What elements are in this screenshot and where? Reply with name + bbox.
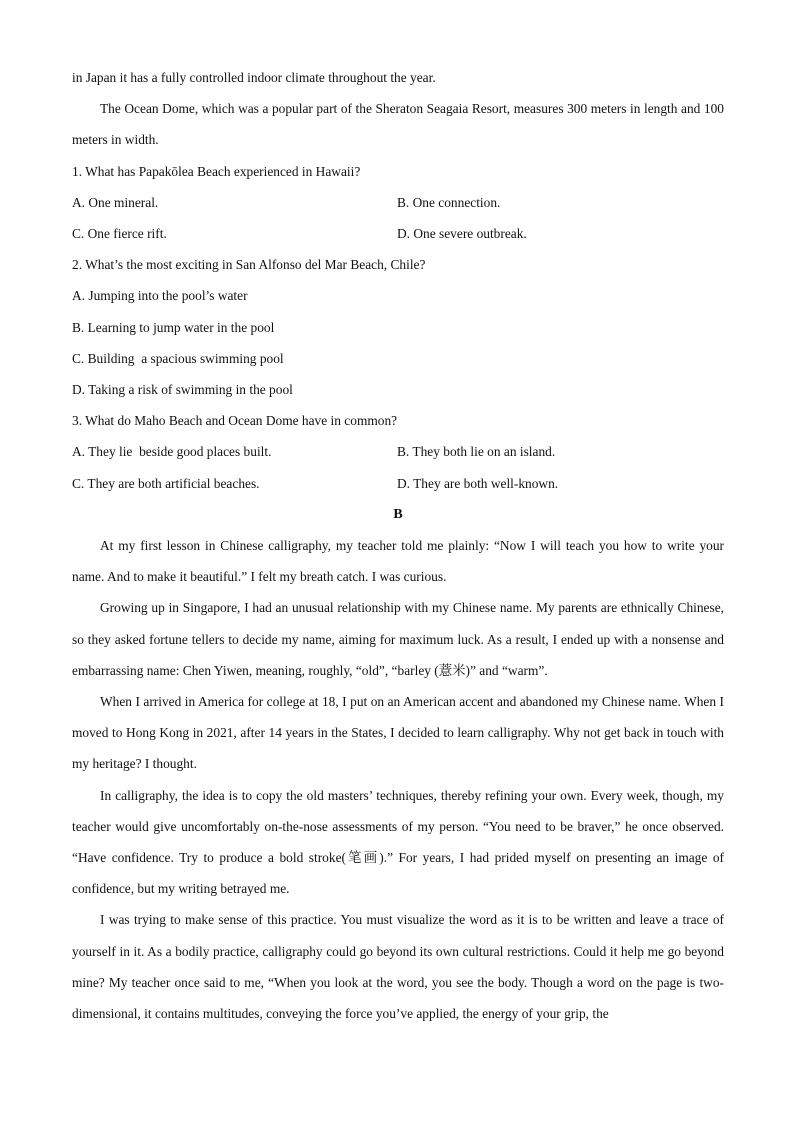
question-3-option-a: A. They lie beside good places built. xyxy=(72,444,272,460)
passage-a-line-1: in Japan it has a fully controlled indoor climate throughout the year. xyxy=(72,70,436,85)
question-3-stem: 3. What do Maho Beach and Ocean Dome have in common? xyxy=(72,413,398,429)
question-1-options-row-1 xyxy=(72,187,724,218)
question-3-options-row-1 xyxy=(72,436,724,467)
question-1-options-row-2 xyxy=(72,218,724,249)
section-b-paragraph-4: In calligraphy, the idea is to copy the old masters’ techniques, thereby refining your own. Every week, though, my teacher would give uncomfortably on-the-nose assessments of my person. “You need to be braver,” he once observed. “Have confidence. Try to produce a bold stroke(笔画).” For years, I had prided myself on presenting an image of confidence, but my writing betrayed me. xyxy=(72,787,724,897)
question-2-option-a: A. Jumping into the pool’s water xyxy=(72,288,248,304)
passage-a-ocean-dome-paragraph: The Ocean Dome, which was a popular part of the Sheraton Seagaia Resort, measures 300 meters in length and 100 meters in width. xyxy=(72,101,724,148)
question-2-option-b: B. Learning to jump water in the pool xyxy=(72,319,275,335)
section-b-paragraph-5: I was trying to make sense of this practice. You must visualize the word as it is to be written and leave a trace of yourself in it. As a bodily practice, calligraphy could go beyond its own cultural restrictions. Could it help me go beyond mine? My teacher once said to me, “When you look at the word, you see the body. Though a word on the page is two-dimensional, it contains multitudes, conveying the force you’ve applied, the energy of your grip, the xyxy=(72,912,724,1022)
document-page xyxy=(72,62,724,1029)
section-b-paragraph-3: When I arrived in America for college at 18, I put on an American accent and abandoned my Chinese name. When I moved to Hong Kong in 2021, after 14 years in the States, I decided to learn calligraphy. Why not get back in touch with my heritage? I thought. xyxy=(72,694,724,772)
question-2-stem: 2. What’s the most exciting in San Alfonso del Mar Beach, Chile? xyxy=(72,257,426,273)
question-3-option-b: B. They both lie on an island. xyxy=(397,444,556,460)
question-1-option-d: D. One severe outbreak. xyxy=(397,226,527,242)
question-1-option-a: A. One mineral. xyxy=(72,194,159,210)
section-b-paragraph-2: Growing up in Singapore, I had an unusual relationship with my Chinese name. My parents are ethnically Chinese, so they asked fortune tellers to decide my name, aiming for maximum luck. As a result, I ended up with a nonsense and embarrassing name: Chen Yiwen, meaning, roughly, “old”, “barley (薏米)” and “warm”. xyxy=(72,600,724,678)
question-1-stem: 1. What has Papakōlea Beach experienced in Hawaii? xyxy=(72,163,361,179)
question-2-option-c: C. Building a spacious swimming pool xyxy=(72,350,284,366)
question-1-option-b: B. One connection. xyxy=(397,194,501,210)
question-2-option-d: D. Taking a risk of swimming in the pool xyxy=(72,382,293,398)
section-b-paragraph-1: At my first lesson in Chinese calligraphy, my teacher told me plainly: “Now I will teach you how to write your name. And to make it beautiful.” I felt my breath catch. I was curious. xyxy=(72,538,724,585)
question-3-options-row-2 xyxy=(72,468,724,499)
section-b-heading: B xyxy=(393,506,403,522)
question-1-option-c: C. One fierce rift. xyxy=(72,226,167,242)
question-3-option-c: C. They are both artificial beaches. xyxy=(72,475,260,491)
question-3-option-d: D. They are both well-known. xyxy=(397,475,559,491)
